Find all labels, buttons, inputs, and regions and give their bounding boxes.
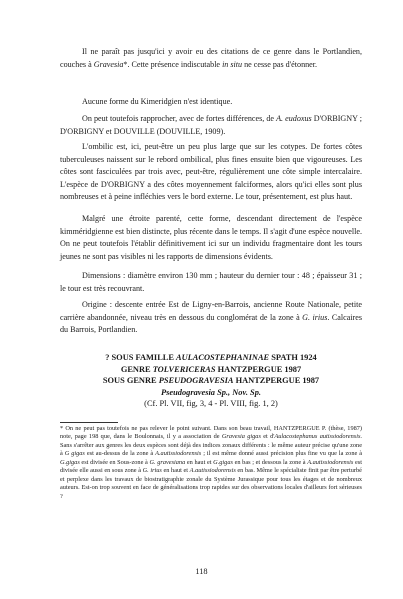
- text-span: *. Cette présence indiscutable: [123, 59, 223, 69]
- page-number: 118: [195, 567, 208, 576]
- text-span: . Sans s'arrêter aux genres les deux espèces sont déjà des indices zonaux différents : le même auteur précise qu'une zone à: [60, 433, 362, 458]
- heading-subgenus: [60, 375, 362, 387]
- taxon-name: G. irius: [142, 467, 162, 475]
- taxonomic-heading: [60, 352, 362, 410]
- footnote-rule: [60, 422, 118, 423]
- text-span: D'ORBIGNY ; D'ORBIGNY et DOUVILLE (DOUVILLE, 1909).: [60, 114, 363, 136]
- text-span: . Calcaires du Barrois, Portlandien.: [60, 312, 362, 335]
- taxon-name: A.autissiodorensis: [189, 467, 236, 475]
- text-span: ne cesse pas d'étonner.: [242, 59, 318, 69]
- taxon-name: A.autissiodorensis: [155, 450, 202, 458]
- text-span: GENRE: [120, 364, 153, 374]
- text-span: en haut et: [185, 458, 214, 466]
- paragraph-text: Aucune forme du Kimeridgien n'est identique.: [82, 97, 233, 106]
- genus-name: TOLVERICERAS: [152, 364, 216, 374]
- species-name: Pseudogravesia Sp., Nov. Sp.: [161, 387, 261, 397]
- italic-term: in situ: [222, 59, 243, 69]
- paragraph-2: [60, 96, 362, 109]
- taxon-name: A.autissiodorensis: [307, 458, 354, 466]
- heading-subfamily: [60, 352, 362, 364]
- text-span: en bas ; et dessous la zone à: [232, 458, 308, 466]
- text-span: Il ne paraît pas jusqu'ici y avoir eu des citations de ce genre dans le Portlandien, couches à: [60, 47, 362, 69]
- taxon-name: G gigas: [64, 450, 85, 458]
- paragraph-text: Malgré une étroite parenté, cette forme, descendant directement de l'espèce kimméridgienne est bien distincte, plus récente dans le temps. Il s'agit d'une espèce nouvelle. On ne peut toutefois l'établir définitivement ici sur un individu fragmentaire dont les tours jeunes ne sont pas visibles ni les rapports de dimensions évidents.: [60, 214, 362, 261]
- paragraph-7: [60, 299, 362, 337]
- heading-genus: [60, 364, 362, 376]
- taxon-name: Aulacostephanus autissiodorensis: [274, 433, 361, 441]
- text-span: * On ne peut pas toutefois ne pas relever le point suivant. Dans son beau travail, HANTZPERGUE P. (thèse, 1987) note, page 198 que, dans le Boulonnais, il y a association de: [60, 425, 362, 441]
- taxon-name: Gravesia: [93, 59, 124, 69]
- text-span: est au-dessus de la zone à: [84, 450, 156, 458]
- paragraph-text: Dimensions : diamètre environ 130 mm ; hauteur du dernier tour : 48 ; épaisseur 31 ; le tour est très recouvrant.: [60, 271, 362, 293]
- text-span: On peut toutefois rapprocher, avec de fortes différences, de: [82, 114, 277, 123]
- paragraph-4: [60, 141, 362, 204]
- subgenus-name: PSEUDOGRAVESIA: [158, 376, 234, 386]
- text-span: ; il est même donné aussi précision plus fine vu que la zone à: [201, 450, 362, 458]
- text-span: est divisée en Sous-zone à: [79, 458, 150, 466]
- paragraph-text: L'ombilic est, ici, peut-être un peu plus large que sur les cotypes. De fortes côtes tuberculeuses naissent sur le rebord ombilical, plus fines ensuite bien que vigoureuses. Les côtes sont fasciculées par trois avec, peut-être, régulièrement une côte simple intercalaire. L'espèce de D'ORBIGNY a des côtes moyennement falciformes, alors qu'ici elles sont plus nombreuses et à peine infléchies vers le bord externe. Le tour, présentement, est plus haut.: [60, 142, 362, 202]
- text-span: ? SOUS FAMILLE: [105, 353, 177, 362]
- subfamily-name: AULACOSTEPHANINAE: [176, 353, 270, 362]
- text-span: en bas. Même le spécialiste finit par être perturbé et perplexe dans les travaux de biostratigraphie zonale du Système Jurassique pour tous les étages et de nombreux auteurs. Est-on trop souvent en face de généralisations trop rapides sur des observations locales d'ailleurs fort sérieuses ?: [60, 467, 362, 500]
- text-span: en haut et: [161, 467, 190, 475]
- taxon-name: G.gigas: [213, 458, 233, 466]
- text-span: SOUS GENRE: [102, 376, 159, 386]
- taxon-name: G. irius: [302, 312, 328, 322]
- taxon-name: Gravesia gigas: [221, 433, 261, 441]
- text-span: HANTZPERGUE 1987: [233, 376, 320, 386]
- text-span: HANTZPERGUE 1987: [215, 364, 302, 374]
- paragraph-1: [60, 46, 362, 71]
- paragraph-3: [60, 113, 362, 138]
- paragraph-6: [60, 270, 362, 295]
- footnote: [60, 425, 362, 501]
- text-span: est divisée elle aussi en sous zone à: [60, 458, 362, 475]
- taxon-name: G.gigas: [60, 458, 80, 466]
- heading-plate-reference: (Cf. Pl. VII, fig, 3, 4 - Pl. VIII, fig. 1, 2): [144, 399, 278, 409]
- heading-species: [60, 387, 362, 399]
- taxon-name: G. gravesiana: [149, 458, 186, 466]
- taxon-name: A. eudoxus: [276, 114, 312, 123]
- text-span: Origine : descente entrée Est de Ligny-en-Barrois, ancienne Route Nationale, petite carrière abandonnée, niveau très en dessous du conglomérat de la zone à: [60, 300, 362, 322]
- text-span: et d': [260, 433, 275, 441]
- paragraph-5: [60, 213, 362, 263]
- text-span: SPATH 1924: [269, 353, 317, 362]
